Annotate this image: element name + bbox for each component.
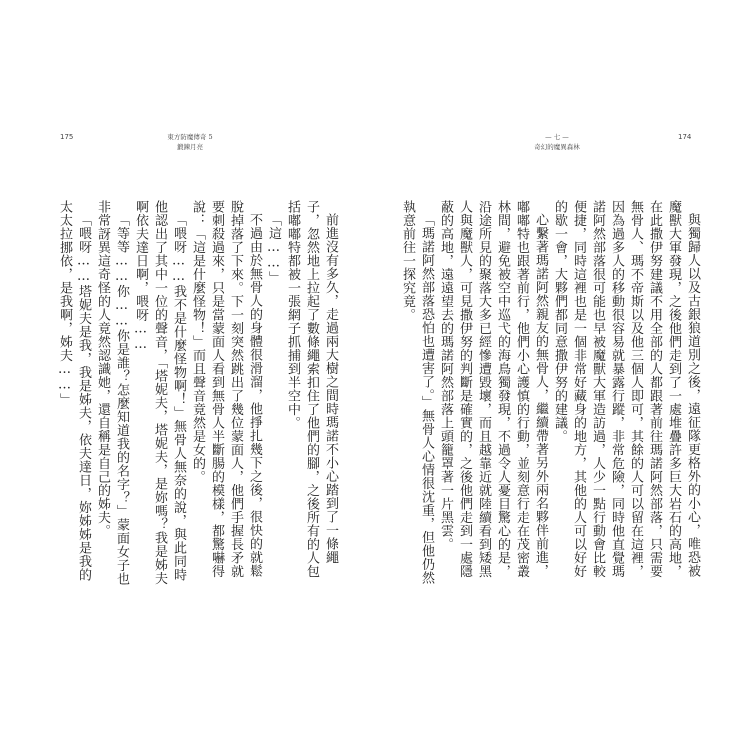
right-page-text [400,200,702,590]
left-paragraph: 「等等……你……你是誰？怎麼知道我的名字？」蒙面女子也非常訝異這奇怪的人竟然認識她，還自稱是自己的姊夫。 [95,200,129,586]
right-header-chapter: — 七 — [545,133,569,141]
left-paragraph: 前進沒有多久，走過兩大樹之間時瑪諾不小心踏到了一條繩子，忽然地上拉起了數條繩索扣住了他們的腳，之後所有的人包括嘟嘟特都被一張網子抓捕到半空中。 [285,200,338,578]
page-gutter [375,0,376,750]
left-header-title: 鍛鍊月亮 [177,143,203,151]
left-header-series: 東方防魔傳奇 5 [167,133,213,141]
right-running-header [512,132,602,152]
right-header-title: 奇幻的魔異森林 [534,143,580,151]
right-paragraph: 與獨歸人以及古銀狼道別之後，遠征隊更格外的小心，唯恐被魔獸大軍發現，之後他們走到了一處堆疊許多巨大岩石的高地，在此撒伊努建議不用全部的人都跟著前往瑪諾阿然部落，只需要無骨人、瑪不帝斯以及他三個人即可，其餘的人可以留在這裡，因為過多人的移動很容易就暴露行蹤，非常危險，同時他直覺瑪諾阿然部落很可能也早被魔獸大軍造訪過，人少一點行動會比較便捷，同時這裡也是一個非常好藏身的地方，其他的人可以好好的歇一會，大夥們都同意撒伊努的建議。 [552,200,700,578]
left-paragraph: 「喂呀……我不是什麼怪物啊！」無骨人無奈的說，與此同時他認出了其中一位的聲音，「塔妮夫，塔妮夫，是妳嗎？我是姊夫啊依夫達日啊，喂呀…… [133,200,186,585]
left-page-number: 175 [60,133,74,141]
right-paragraph: 心繫著瑪諾阿然親友的無骨人，繼續帶著另外兩名夥伴前進，嘟嘟特也跟著前行，他們小心護慎的行動，並刻意行走在茂密叢林間，避免被空中巡弋的海鳥獨發現，不過令人憂目驚心的是，沿途所見的聚落大多已經慘遭毀壞，而且越靠近就陸續看到矮黑人與魔獸人，可見撒伊努的判斷是確實的，之後他們走到一處隱蔽的高地，遠遠望去的瑪諾阿然部落上頭籠罩著一片黑雲。 [438,200,548,578]
right-page-number: 174 [678,133,692,141]
right-paragraph: 「瑪諾阿然部落恐怕也遭害了。」無骨人心情很沈重，但他仍然執意前往一探究竟。 [400,200,434,585]
left-paragraph: 「喂呀……塔妮夫是我，我是姊夫，依夫達日，妳姊姊是我的太太拉挪依，是我啊，姊夫……」 [57,200,91,582]
left-page-text [55,200,340,590]
left-paragraph: 不過由於無骨人的身體很滑溜，他掙扎幾下之後，很快的就鬆脫掉落了下來。下一刻突然跳出了幾位蒙面人，他們手握長矛就要刺殺過來，只是當蒙面人看到無骨人半斷腸的模樣，都驚嚇得說：「這是什麼怪物！」而且聲音竟然是女的。 [190,200,262,578]
left-paragraph: 「這……」 [266,213,281,285]
left-running-header [145,132,235,152]
